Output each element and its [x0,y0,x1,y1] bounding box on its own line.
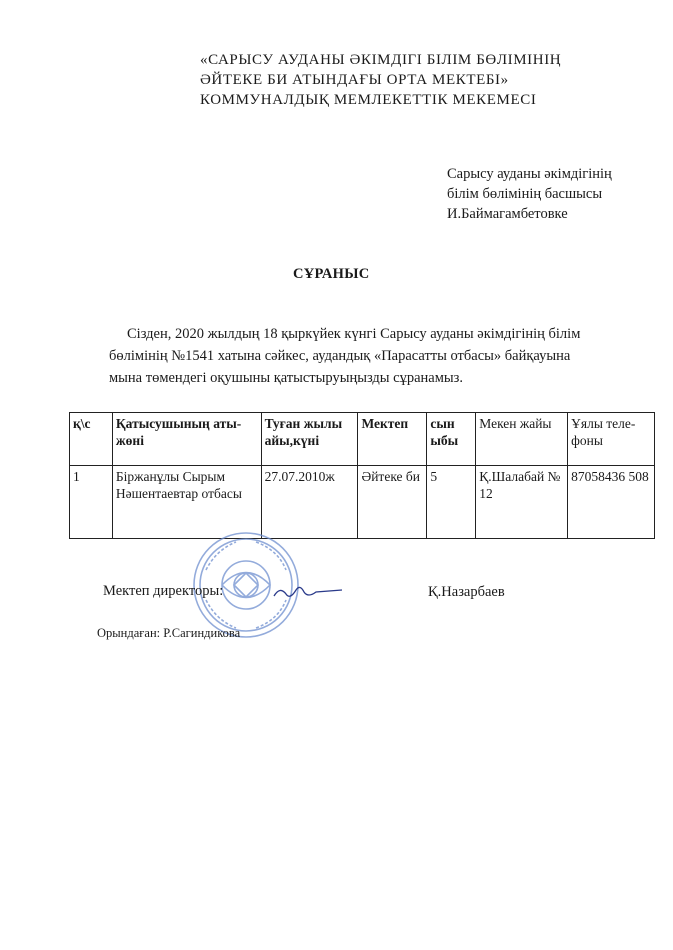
addressee-line-3: И.Баймагамбетовке [447,206,568,222]
organization-header [200,50,640,110]
header-num: қ\с [70,413,113,466]
cell-num: 1 [70,466,113,539]
header-dob: Туған жылы айы,күні [261,413,358,466]
director-signature [272,580,344,604]
header-phone: Ұялы теле-фоны [568,413,655,466]
header-school: Мектеп [358,413,427,466]
body-line-3: мына төмендегі оқушыны қатыстыруыңызды сұранамыз. [109,370,463,386]
director-label: Мектеп директоры: [103,583,224,599]
header-line-2: ӘЙТЕКЕ БИ АТЫНДАҒЫ ОРТА МЕКТЕБІ» [200,72,509,88]
body-line-2: бөлімінің №1541 хатына сәйкес, аудандық «Парасатты отбасы» байқауына [109,348,571,364]
cell-address: Қ.Шалабай № 12 [476,466,568,539]
participants-table [69,412,655,539]
addressee-block [447,164,662,224]
executor-note: Орындаған: Р.Сагиндикова [97,626,241,640]
table-row [70,466,655,539]
cell-grade: 5 [427,466,476,539]
document-title: СҰРАНЫС [293,266,370,282]
body-line-1: Сізден, 2020 жылдың 18 қыркүйек күнгі Сарысу ауданы әкімдігінің білім [127,326,581,342]
header-line-3: КОММУНАЛДЫҚ МЕМЛЕКЕТТІК МЕКЕМЕСІ [200,92,537,108]
header-grade: сын ыбы [427,413,476,466]
header-line-1: «САРЫСУ АУДАНЫ ӘКІМДІГІ БІЛІМ БӨЛІМІНІҢ [200,52,562,68]
cell-school: Әйтеке би [358,466,427,539]
header-address: Мекен жайы [476,413,568,466]
cell-dob: 27.07.2010ж [261,466,358,539]
table-header-row [70,413,655,466]
director-name: Қ.Назарбаев [428,584,505,600]
addressee-line-1: Сарысу ауданы әкімдігінің [447,166,612,182]
header-name: Қатысушының аты-жөні [112,413,261,466]
cell-name: Біржанұлы Сырым Нәшентаевтар отбасы [112,466,261,539]
addressee-line-2: білім бөлімінің басшысы [447,186,603,202]
request-body [109,323,639,389]
cell-phone: 87058436 508 [568,466,655,539]
